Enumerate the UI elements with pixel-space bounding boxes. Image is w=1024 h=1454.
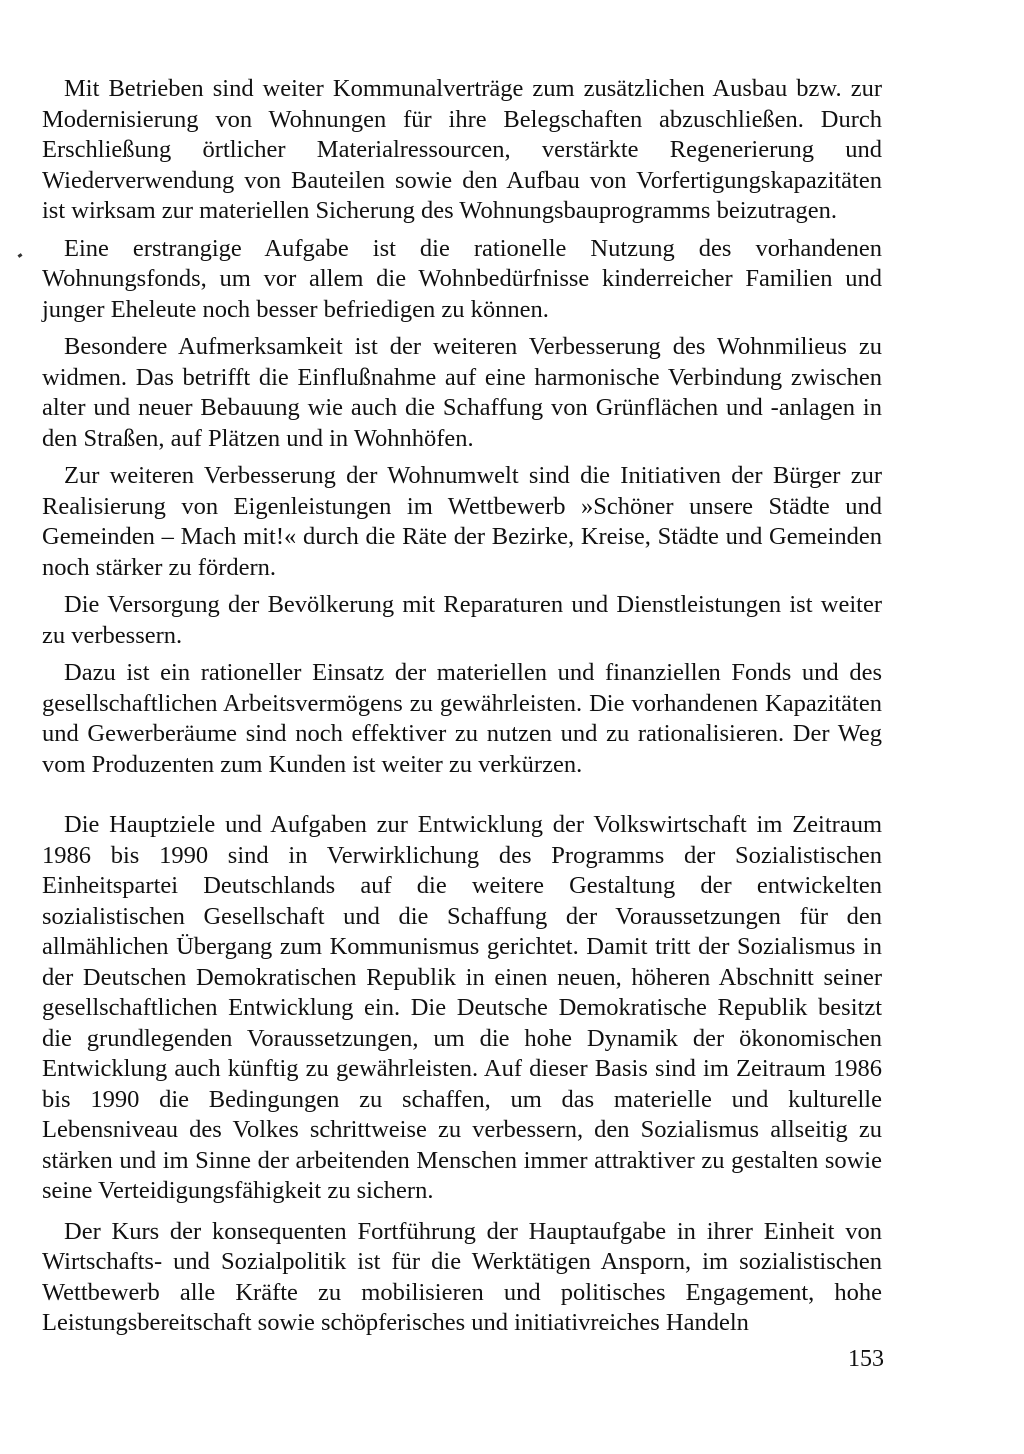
paragraph: Eine erstrangige Aufgabe ist die rationelle Nutzung des vorhandenen Wohnungsfonds, um vor allem die Wohnbedürfnisse kinderreicher Familien und junger Eheleute noch besser befriedigen zu können. — [42, 234, 882, 323]
paragraph: Besondere Aufmerksamkeit ist der weiteren Verbesserung des Wohnmilieus zu widmen. Das betrifft die Einflußnahme auf eine harmonische Verbindung zwischen alter und neuer Bebauung wie auch die Schaffung von Grünflächen und -anlagen in den Straßen, auf Plätzen und in Wohnhöfen. — [42, 333, 882, 452]
paragraph: Der Kurs der konsequenten Fortführung der Hauptaufgabe in ihrer Einheit von Wirtschafts- und Sozialpolitik ist für die Werktätigen Ansporn, im sozialistischen Wettbewerb alle Kräfte zu mobilisieren und politisches Engagement, hohe Leistungsbereitschaft sowie schöpferisches und initiativreiches Handeln — [42, 1217, 882, 1336]
section-housing-services — [42, 74, 882, 780]
paragraph: Die Versorgung der Bevölkerung mit Reparaturen und Dienstleistungen ist weiter zu verbessern. — [42, 591, 882, 649]
paragraph: Zur weiteren Verbesserung der Wohnumwelt sind die Initiativen der Bürger zur Realisierung von Eigenleistungen im Wettbewerb »Schöner unsere Städte und Gemeinden – Mach mit!« durch die Räte der Bezirke, Kreise, Städte und Gemeinden noch stärker zu fördern. — [42, 462, 882, 581]
paragraph: Dazu ist ein rationeller Einsatz der materiellen und finanziellen Fonds und des gesellschaftlichen Arbeitsvermögens zu gewährleisten. Die vorhandenen Kapazitäten und Gewerberäume sind noch effektiver zu nutzen und zu rationalisieren. Der Weg vom Produzenten zum Kunden ist weiter zu verkürzen. — [42, 659, 882, 778]
section-main-goals — [42, 810, 882, 1339]
stray-ink-mark — [18, 253, 23, 258]
paragraph: Mit Betrieben sind weiter Kommunalverträge zum zusätzlichen Ausbau bzw. zur Modernisierung von Wohnungen für ihre Belegschaften abzuschließen. Durch Erschließung örtlicher Materialressourcen, verstärkte Regenerierung und Wiederverwendung von Bauteilen sowie den Aufbau von Vorfertigungskapazitäten ist wirksam zur materiellen Sicherung des Wohnungsbauprogramms beizutragen. — [42, 75, 882, 224]
paragraph: Die Hauptziele und Aufgaben zur Entwicklung der Volkswirtschaft im Zeitraum 1986 bis 1990 sind in Verwirklichung des Programms der Sozialistischen Einheitspartei Deutschlands auf die weitere Gestaltung der entwickelten sozialistischen Gesellschaft und die Schaffung der Voraussetzungen für den allmählichen Übergang zum Kommunismus gerichtet. Damit tritt der Sozialismus in der Deutschen Demokratischen Republik in einen neuen, höheren Abschnitt seiner gesellschaftlichen Entwicklung ein. Die Deutsche Demokratische Republik besitzt die grundlegenden Voraussetzungen, um die hohe Dynamik der ökonomischen Entwicklung auch künftig zu gewährleisten. Auf dieser Basis sind im Zeitraum 1986 bis 1990 die Bedingungen zu schaffen, um das materielle und kulturelle Lebensniveau des Volkes schrittweise zu verbessern, den Sozialismus allseitig zu stärken und im Sinne der arbeitenden Menschen immer attraktiver zu gestalten sowie seine Verteidigungsfähigkeit zu sichern. — [42, 811, 882, 1204]
page-number: 153 — [848, 1346, 884, 1372]
